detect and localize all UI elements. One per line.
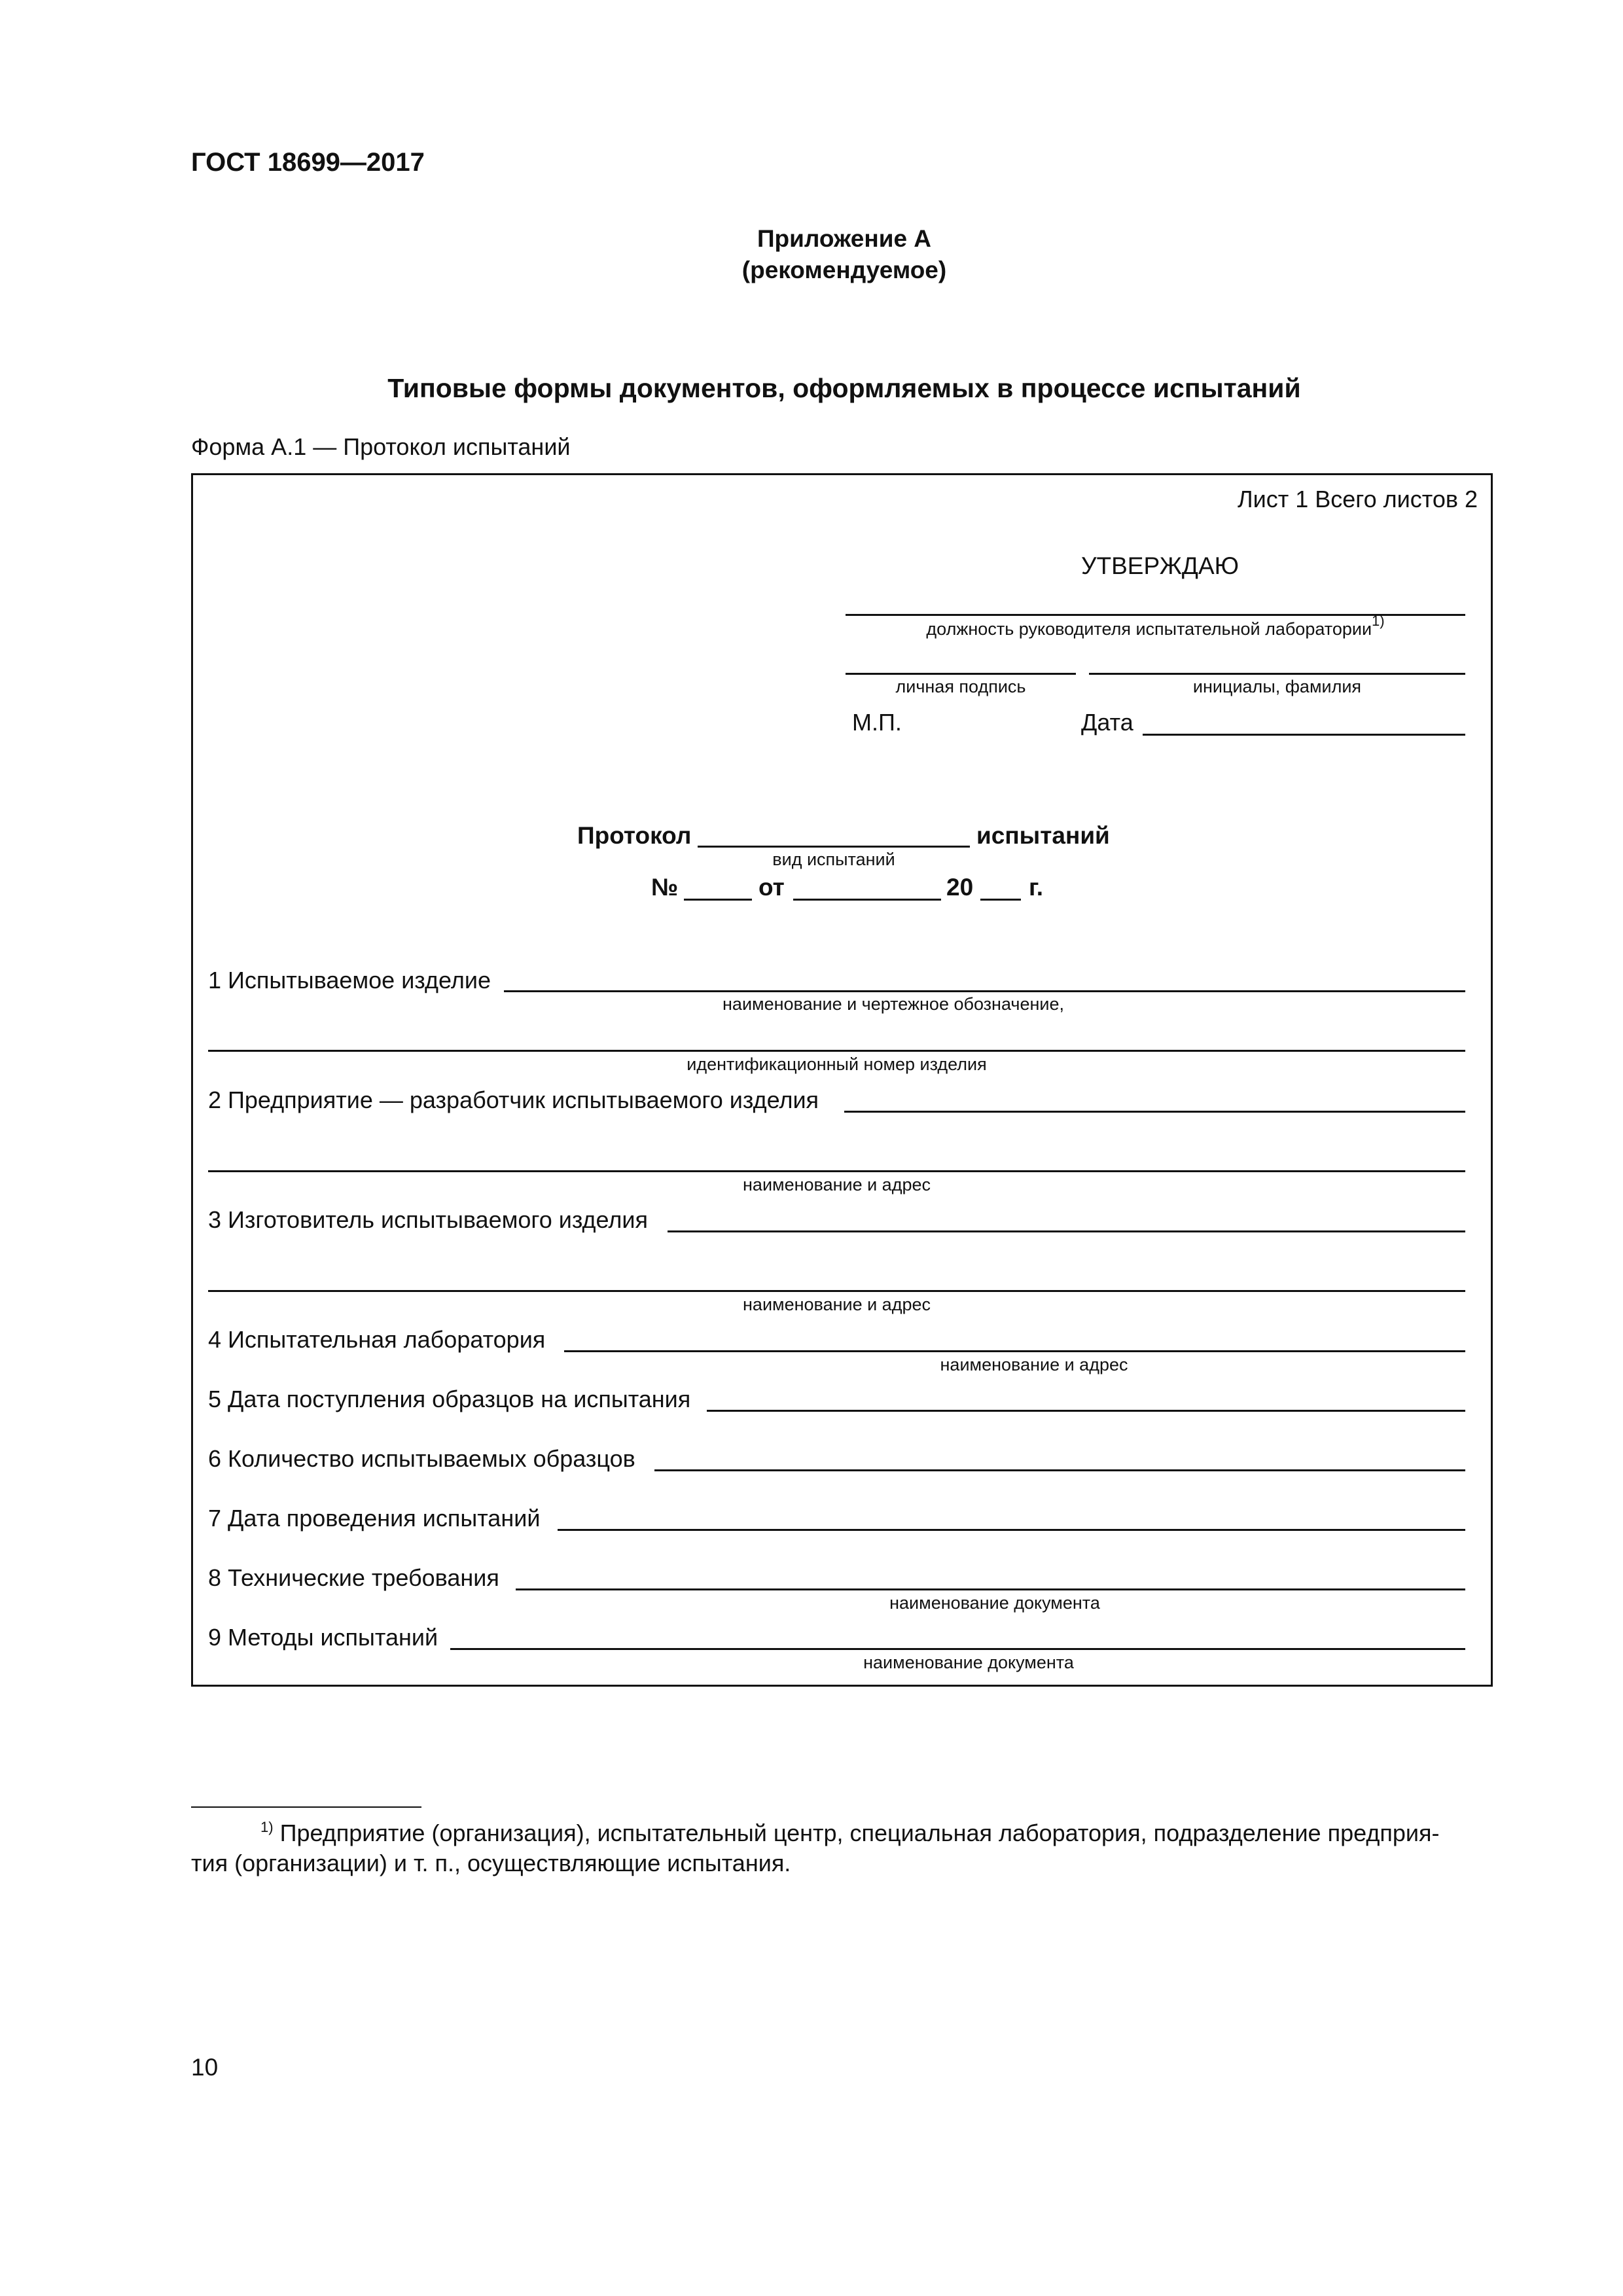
date-label: Дата (1081, 709, 1133, 736)
footnote-line-2: тия (организации) и т. п., осуществляющие испытания. (191, 1850, 791, 1876)
item-1-line-2[interactable] (208, 1050, 1465, 1052)
item-6-label: 6 Количество испытываемых образцов (208, 1445, 635, 1472)
date-line[interactable] (1143, 734, 1465, 736)
position-caption: должность руководителя испытательной лаборатории$^{1)}$ (926, 613, 1385, 639)
year-line[interactable] (980, 899, 1021, 901)
item-2-label: 2 Предприятие — разработчик испытываемого изделия (208, 1086, 819, 1113)
protocol-word: Протокол (577, 822, 692, 849)
test-type-line[interactable] (698, 846, 970, 848)
number-line[interactable] (684, 899, 752, 901)
item-6-line[interactable] (654, 1469, 1465, 1471)
item-4-caption: наименование и адрес (940, 1355, 1128, 1374)
item-1-caption-2: идентификационный номер изделия (687, 1054, 987, 1074)
signature-caption: личная подпись (895, 677, 1026, 696)
footnote-ref: 1) (1372, 613, 1385, 629)
item-8-line[interactable] (516, 1588, 1465, 1590)
section-title: Типовые формы документов, оформляемых в процессе испытаний (387, 373, 1301, 403)
item-3-caption: наименование и адрес (743, 1295, 931, 1314)
item-3-label: 3 Изготовитель испытываемого изделия (208, 1206, 648, 1233)
item-3-line-2[interactable] (208, 1290, 1465, 1292)
item-5-label: 5 Дата поступления образцов на испытания (208, 1386, 691, 1412)
appendix-title: Приложение А (757, 225, 932, 252)
item-2-line[interactable] (844, 1111, 1465, 1113)
appendix-status: (рекомендуемое) (741, 257, 947, 283)
item-1-label: 1 Испытываемое изделие (208, 967, 491, 994)
item-9-line[interactable] (450, 1648, 1465, 1650)
item-2-line-2[interactable] (208, 1170, 1465, 1172)
item-4-label: 4 Испытательная лаборатория (208, 1326, 546, 1353)
approve-label: УТВЕРЖДАЮ (1081, 552, 1240, 579)
name-line[interactable] (1089, 673, 1465, 675)
item-8-caption: наименование документа (889, 1593, 1100, 1613)
item-1-caption: наименование и чертежное обозначение, (722, 994, 1064, 1014)
item-2-caption: наименование и адрес (743, 1175, 931, 1194)
item-9-label: 9 Методы испытаний (208, 1624, 438, 1651)
form-caption: Форма А.1 — Протокол испытаний (191, 433, 571, 460)
item-1-line[interactable] (504, 990, 1465, 992)
signature-line[interactable] (846, 673, 1076, 675)
protocol-date-line[interactable] (793, 899, 941, 901)
name-caption: инициалы, фамилия (1192, 677, 1362, 696)
item-3-line[interactable] (668, 1230, 1465, 1232)
item-5-line[interactable] (707, 1410, 1465, 1412)
footnote-line-1: $^{1)}$ Предприятие (организация), испытательный центр, специальная лаборатория, подразделение предприя- (260, 1819, 1440, 1846)
year-suffix: г. (1029, 874, 1043, 901)
year-prefix: 20 (946, 874, 974, 901)
tests-word: испытаний (976, 822, 1110, 849)
standard-number: ГОСТ 18699—2017 (191, 148, 425, 177)
item-7-label: 7 Дата проведения испытаний (208, 1505, 541, 1532)
stamp-label: М.П. (852, 709, 902, 736)
item-8-label: 8 Технические требования (208, 1564, 499, 1591)
footnote-separator (191, 1806, 421, 1808)
number-sign: № (651, 874, 679, 901)
from-word: от (758, 874, 785, 901)
footnote-mark: 1) (260, 1819, 274, 1835)
page-number: 10 (191, 2054, 219, 2081)
sheet-info: Лист 1 Всего листов 2 (1237, 486, 1478, 512)
item-4-line[interactable] (564, 1350, 1465, 1352)
test-type-caption: вид испытаний (772, 850, 895, 869)
item-7-line[interactable] (558, 1529, 1465, 1531)
item-9-caption: наименование документа (863, 1653, 1074, 1672)
